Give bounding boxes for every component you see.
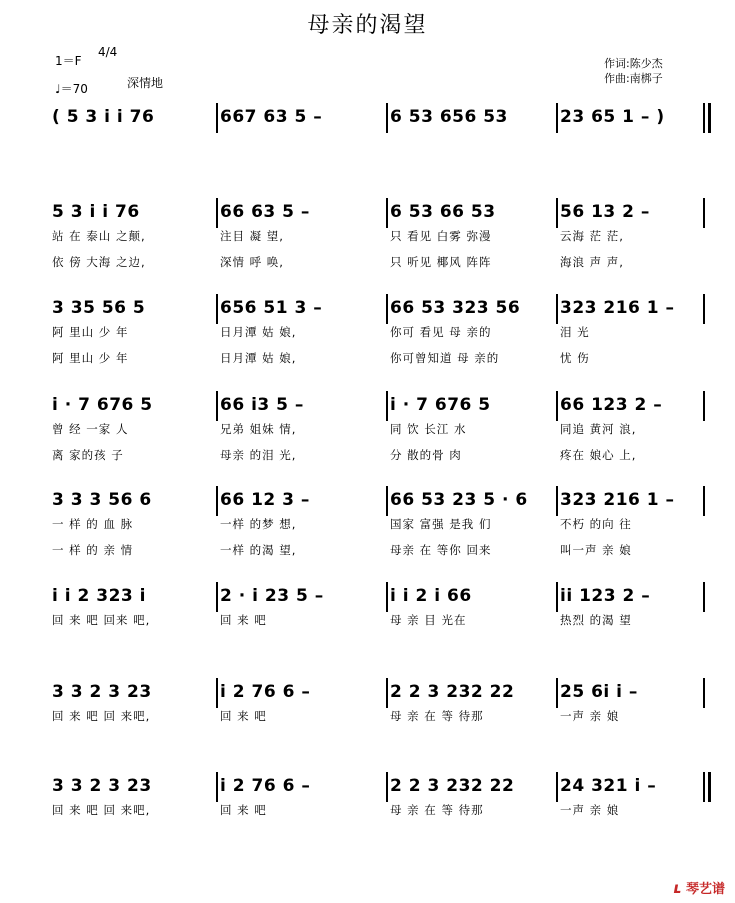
logo-text: 琴艺谱: [685, 882, 725, 897]
lyric-verse-1: 阿 里山 少 年: [52, 325, 129, 339]
bar-line: [216, 772, 218, 802]
bar-line: [703, 198, 705, 228]
lyric-verse-1: 一 样 的 血 脉: [52, 517, 134, 531]
lyricist-credit: 作词:陈少杰: [604, 57, 663, 70]
lyric-verse-1: 日月潭 姑 娘,: [220, 325, 297, 339]
bar-line: [386, 678, 388, 708]
final-bar-line: [708, 103, 711, 133]
bar-line: [386, 772, 388, 802]
lyric-verse-2: 深情 呼 唤,: [220, 255, 284, 269]
bar-line: [703, 678, 705, 708]
bar-line: [216, 198, 218, 228]
bar-line: [703, 391, 705, 421]
lyric-verse-2: 叫一声 亲 娘: [560, 543, 632, 557]
bar-line: [703, 294, 705, 324]
lyric-verse-1: 云海 茫 茫,: [560, 229, 624, 243]
lyric-verse-1: 回 来 吧 回 来吧,: [52, 803, 151, 817]
bar-line: [556, 103, 558, 133]
lyric-verse-1: 注目 凝 望,: [220, 229, 284, 243]
lyric-verse-1: 同追 黄河 浪,: [560, 422, 637, 436]
measure-notes: i 2 76 6 –: [220, 682, 311, 702]
bar-line: [216, 678, 218, 708]
lyric-verse-1: 回 来 吧 回 来吧,: [52, 709, 151, 723]
measure-notes: 6 53 656 53: [390, 107, 508, 127]
lyric-verse-2: 一 样 的 亲 情: [52, 543, 134, 557]
measure-notes: 3 3 3 56 6: [52, 490, 152, 510]
measure-notes: 2 2 3 232 22: [390, 682, 515, 702]
measure-notes: i i 2 323 i: [52, 586, 146, 606]
logo-mark-icon: ʟ: [673, 879, 682, 897]
measure-notes: i i 2 i 66: [390, 586, 472, 606]
bar-line: [216, 582, 218, 612]
lyric-verse-2: 一样 的渴 望,: [220, 543, 297, 557]
page-title: 母亲的渴望: [307, 13, 428, 38]
measure-notes: 66 i3 5 –: [220, 395, 304, 415]
lyric-verse-1: 热烈 的渴 望: [560, 613, 632, 627]
bar-line: [556, 198, 558, 228]
lyric-verse-1: 同 饮 长江 水: [390, 422, 467, 436]
lyric-verse-2: 母亲 的泪 光,: [220, 448, 297, 462]
lyric-verse-1: 兄弟 姐妹 情,: [220, 422, 297, 436]
measure-notes: 3 3 2 3 23: [52, 682, 152, 702]
measure-notes: i · 7 676 5: [390, 395, 491, 415]
tempo-marking: ♩＝70: [55, 82, 88, 96]
measure-notes: 323 216 1 –: [560, 298, 675, 318]
lyric-verse-2: 依 傍 大海 之边,: [52, 255, 146, 269]
measure-notes: 66 53 323 56: [390, 298, 521, 318]
measure-notes: 25 6i i –: [560, 682, 638, 702]
bar-line: [556, 294, 558, 324]
key-signature: 1＝F: [55, 54, 82, 68]
bar-line: [386, 294, 388, 324]
lyric-verse-1: 母 亲 在 等 待那: [390, 709, 484, 723]
lyric-verse-1: 一样 的梦 想,: [220, 517, 297, 531]
measure-notes: 2 · i 23 5 –: [220, 586, 324, 606]
measure-notes: 667 63 5 –: [220, 107, 323, 127]
composer-credit: 作曲:南梆子: [604, 72, 663, 85]
bar-line: [216, 294, 218, 324]
lyric-verse-2: 日月潭 姑 娘,: [220, 351, 297, 365]
lyric-verse-2: 你可曾知道 母 亲的: [390, 351, 500, 365]
measure-notes: 323 216 1 –: [560, 490, 675, 510]
lyric-verse-2: 离 家的孩 子: [52, 448, 124, 462]
bar-line: [556, 391, 558, 421]
measure-notes: i · 7 676 5: [52, 395, 153, 415]
bar-line: [386, 582, 388, 612]
lyric-verse-1: 母 亲 在 等 待那: [390, 803, 484, 817]
measure-notes: 3 3 2 3 23: [52, 776, 152, 796]
bar-line: [216, 391, 218, 421]
bar-line: [556, 772, 558, 802]
lyric-verse-1: 曾 经 一家 人: [52, 422, 129, 436]
time-signature-text: 4/4: [98, 45, 118, 59]
expression-marking: 深情地: [127, 76, 164, 90]
lyric-verse-1: 站 在 泰山 之颠,: [52, 229, 146, 243]
bar-line: [386, 103, 388, 133]
lyric-verse-2: 阿 里山 少 年: [52, 351, 129, 365]
bar-line: [386, 486, 388, 516]
lyric-verse-1: 只 看见 白雾 弥漫: [390, 229, 492, 243]
lyric-verse-1: 你可 看见 母 亲的: [390, 325, 492, 339]
measure-notes: 66 53 23 5 · 6: [390, 490, 528, 510]
lyric-verse-1: 母 亲 目 光在: [390, 613, 467, 627]
measure-notes: 24 321 i –: [560, 776, 657, 796]
measure-notes: ( 5 3 i i 76: [52, 107, 155, 127]
lyric-verse-2: 分 散的骨 肉: [390, 448, 462, 462]
lyric-verse-2: 海浪 声 声,: [560, 255, 624, 269]
measure-notes: 66 63 5 –: [220, 202, 310, 222]
bar-line: [216, 486, 218, 516]
bar-line: [556, 486, 558, 516]
bar-line: [556, 582, 558, 612]
lyric-verse-1: 泪 光: [560, 325, 590, 339]
bar-line: [703, 103, 705, 133]
site-logo: [673, 878, 725, 897]
lyric-verse-1: 一声 亲 娘: [560, 709, 620, 723]
bar-line: [703, 582, 705, 612]
measure-notes: 5 3 i i 76: [52, 202, 140, 222]
lyric-verse-1: 回 来 吧: [220, 803, 267, 817]
measure-notes: 56 13 2 –: [560, 202, 650, 222]
lyric-verse-1: 国家 富强 是我 们: [390, 517, 492, 531]
lyric-verse-2: 只 听见 椰风 阵阵: [390, 255, 492, 269]
measure-notes: i 2 76 6 –: [220, 776, 311, 796]
measure-notes: 6 53 66 53: [390, 202, 496, 222]
lyric-verse-1: 回 来 吧: [220, 613, 267, 627]
bar-line: [703, 486, 705, 516]
measure-notes: ii 123 2 –: [560, 586, 651, 606]
lyric-verse-1: 回 来 吧 回来 吧,: [52, 613, 151, 627]
bar-line: [386, 198, 388, 228]
measure-notes: 23 65 1 – ): [560, 107, 665, 127]
measure-notes: 66 123 2 –: [560, 395, 663, 415]
bar-line: [216, 103, 218, 133]
lyric-verse-1: 回 来 吧: [220, 709, 267, 723]
measure-notes: 3 35 56 5: [52, 298, 146, 318]
bar-line: [386, 391, 388, 421]
measure-notes: 2 2 3 232 22: [390, 776, 515, 796]
lyric-verse-2: 忧 伤: [560, 351, 590, 365]
lyric-verse-2: 母亲 在 等你 回来: [390, 543, 492, 557]
bar-line: [556, 678, 558, 708]
lyric-verse-1: 不朽 的向 往: [560, 517, 632, 531]
time-signature: [98, 45, 117, 59]
lyric-verse-1: 一声 亲 娘: [560, 803, 620, 817]
measure-notes: 66 12 3 –: [220, 490, 310, 510]
lyric-verse-2: 疼在 娘心 上,: [560, 448, 637, 462]
measure-notes: 656 51 3 –: [220, 298, 323, 318]
bar-line: [703, 772, 705, 802]
final-bar-line: [708, 772, 711, 802]
